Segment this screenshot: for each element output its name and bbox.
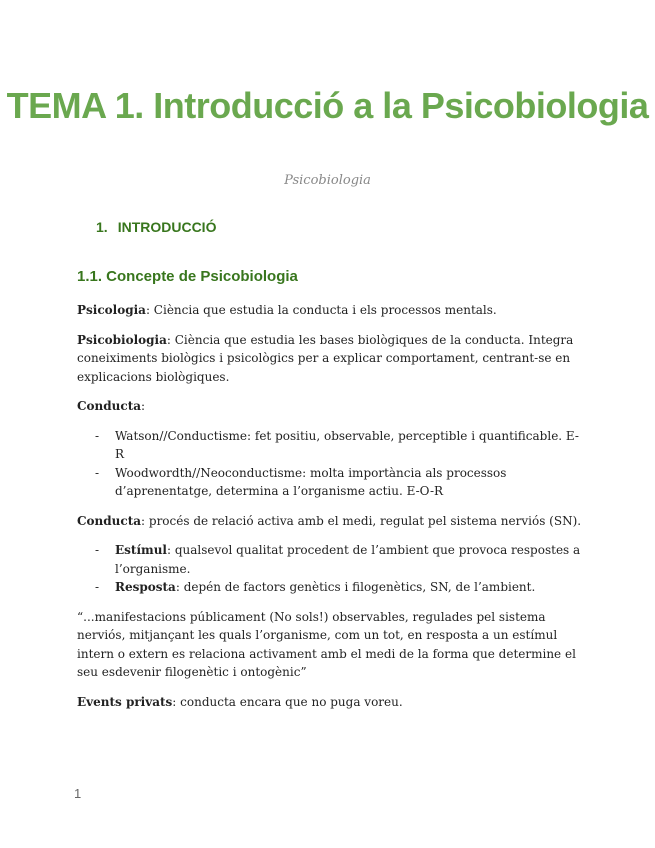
term-psicobiologia: Psicobiologia (77, 332, 167, 347)
term-events-privats: Events privats (77, 694, 173, 709)
document-body (77, 301, 582, 722)
section-heading (96, 219, 216, 235)
paragraph-psicologia (77, 301, 582, 320)
quote-paragraph: “...manifestacions públicament (No sols!) observables, regulades pel sistema nerviós, mitjançant les quals l’organisme, com un tot, en resposta a un estímul intern o extern es relaciona activament amb el medi de la forma que determine el seu esdevenir filogenètic i ontogènic” (77, 609, 576, 679)
paragraph-conducta-definition (77, 512, 582, 531)
definition-psicobiologia: : Ciència que estudia les bases biològiques de la conducta. Integra coneiximents biològics i psicològics per a explicar comportament, centrant-se en explicacions biològiques. (77, 332, 574, 384)
subsection-heading: 1.1. Concepte de Psicobiologia (77, 268, 298, 285)
dash-marker: - (95, 428, 100, 443)
list-item (77, 427, 582, 464)
definition-conducta: : procés de relació activa amb el medi, regulat pel sistema nerviós (SN). (141, 513, 582, 528)
term-resposta: Resposta (115, 580, 176, 594)
dash-marker: - (95, 580, 100, 594)
list-item-text: Watson//Conductisme: fet positiu, observable, perceptible i quantificable. E-R (115, 428, 579, 461)
conducta-components-list (77, 541, 582, 597)
term-conducta-2: Conducta (77, 513, 142, 528)
paragraph-psicobiologia (77, 331, 582, 387)
section-title: INTRODUCCIÓ (117, 219, 217, 235)
section-number: 1. (96, 219, 108, 235)
dash-marker: - (95, 543, 100, 557)
list-item (77, 541, 582, 578)
page-number: 1 (74, 786, 82, 801)
definition-psicologia: : Ciència que estudia la conducta i els processos mentals. (145, 303, 497, 317)
paragraph-events (77, 693, 582, 712)
page-subtitle: Psicobiologia (284, 173, 371, 188)
list-item (77, 464, 582, 501)
conducta-list (77, 427, 582, 501)
term-conducta: Conducta (77, 399, 142, 413)
term-estimul: Estímul (115, 543, 167, 557)
list-item (77, 578, 582, 597)
paragraph-conducta-label (77, 397, 582, 416)
conducta-colon: : (141, 399, 146, 413)
page-title: TEMA 1. Introducció a la Psicobiologia (6, 85, 649, 126)
list-item-text: Woodwordth//Neoconductisme: molta importància als processos d’aprenentatge, determina a l’organisme actiu. E-O-R (115, 465, 507, 498)
term-psicologia: Psicologia (77, 303, 146, 317)
definition-resposta: : depén de factors genètics i filogenètics, SN, de l’ambient. (175, 580, 536, 594)
definition-events-privats: : conducta encara que no puga voreu. (172, 694, 403, 709)
definition-estimul: : qualsevol qualitat procedent de l’ambient que provoca respostes a l’organisme. (115, 543, 581, 576)
dash-marker: - (95, 465, 100, 480)
